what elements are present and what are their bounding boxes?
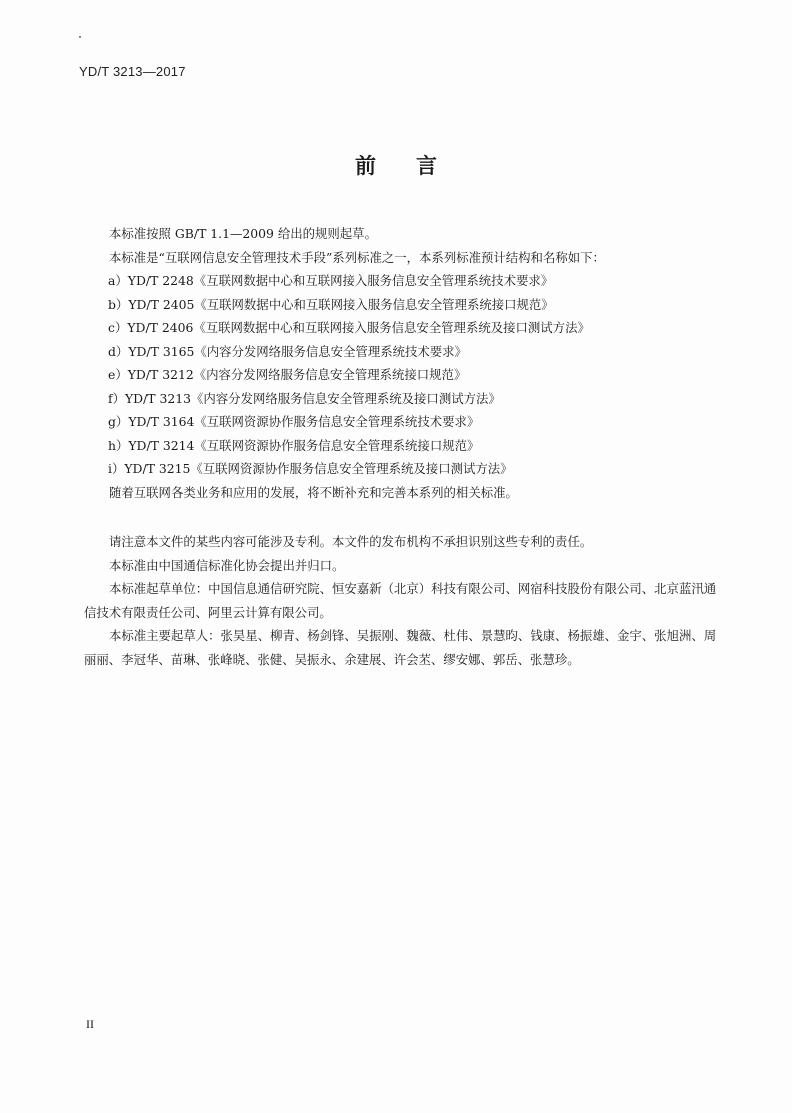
series-list-item: c）YD/T 2406《互联网数据中心和互联网接入服务信息安全管理系统及接口测试方法》 [108, 320, 590, 335]
intro-paragraph: 本标准是“互联网信息安全管理技术手段”系列标准之一，本系列标准预计结构和名称如下： [109, 249, 605, 265]
foreword-body [84, 222, 724, 671]
proposer-statement: 本标准由中国通信标准化协会提出并归口。 [109, 557, 345, 573]
series-list-item: e）YD/T 3212《内容分发网络服务信息安全管理系统接口规范》 [108, 367, 467, 382]
series-note: 随着互联网各类业务和应用的发展，将不断补充和完善本系列的相关标准。 [109, 484, 518, 500]
series-list-item: b）YD/T 2405《互联网数据中心和互联网接入服务信息安全管理系统接口规范》 [108, 296, 554, 312]
intro-paragraph: 本标准按照 GB/T 1.1—2009 给出的规则起草。 [109, 226, 377, 241]
page-title: 前言 [355, 154, 477, 178]
drafting-units: 本标准起草单位：中国信息通信研究院、恒安嘉新（北京）科技有限公司、网宿科技股份有限公司、北京蓝汛通信技术有限责任公司、阿里云计算有限公司。 [84, 581, 717, 620]
paragraph-gap [84, 504, 724, 530]
document-number-header: YD/T 3213—2017 [79, 64, 186, 79]
series-list-item: i）YD/T 3215《互联网资源协作服务信息安全管理系统及接口测试方法》 [108, 461, 513, 476]
series-list-item: f）YD/T 3213《内容分发网络服务信息安全管理系统及接口测试方法》 [108, 390, 501, 406]
drafters-list: 本标准主要起草人：张昊星、柳青、杨剑锋、吴振刚、魏薇、杜伟、景慧昀、钱康、杨振雄、金宇、张旭洲、周丽丽、李冠华、苗琳、张峰晓、张健、吴振永、余建展、许会苤、缪安娜、郭岳、张慧珍。 [84, 628, 717, 667]
page-number: II [86, 1017, 94, 1031]
scan-speck [79, 36, 81, 38]
series-list-item: g）YD/T 3164《互联网资源协作服务信息安全管理系统技术要求》 [108, 414, 480, 429]
series-list-item: a）YD/T 2248《互联网数据中心和互联网接入服务信息安全管理系统技术要求》 [108, 273, 554, 288]
series-list-item: h）YD/T 3214《互联网资源协作服务信息安全管理系统接口规范》 [108, 437, 480, 453]
patent-notice: 请注意本文件的某些内容可能涉及专利。本文件的发布机构不承担识别这些专利的责任。 [109, 534, 593, 549]
series-list-item: d）YD/T 3165《内容分发网络服务信息安全管理系统技术要求》 [108, 343, 467, 359]
